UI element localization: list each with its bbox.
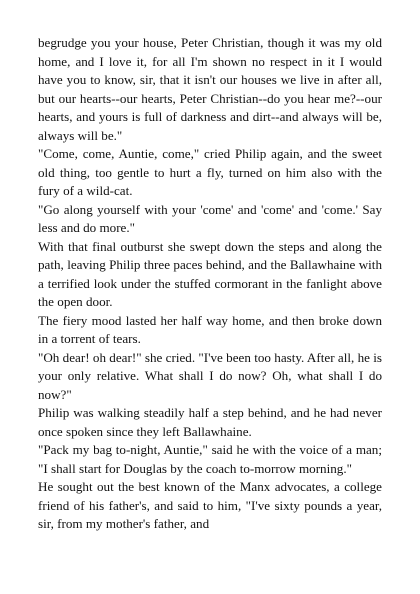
paragraph-4: With that final outburst she swept down the steps and along the path, leaving Philip three paces behind, and the Ballawhaine with a terrified look under the stuffed cormorant in the fanlight above the open door.: [38, 238, 382, 309]
paragraph-2: "Come, come, Auntie, come," cried Philip again, and the sweet old thing, too gentle to hurt a fly, turned on him also with the fury of a wild-cat.: [38, 146, 382, 198]
paragraph-9: He sought out the best known of the Manx advocates, a college friend of his father's, and said to him, "I've sixty pounds a year, sir, from my mother's father, and: [38, 479, 382, 531]
page-text: [38, 34, 382, 534]
paragraph-5: The fiery mood lasted her half way home, and then broke down in a torrent of tears.: [38, 312, 382, 346]
paragraph-1: begrudge you your house, Peter Christian, though it was my old home, and I love it, for all I'm shown no respect in it I would have you to know, sir, that it isn't our houses we live in after all, but our hearts--our hearts, Peter Christian--do you hear me?--our hearts, and yours is full of darkness and dirt--and always will be, always will be.": [38, 35, 382, 143]
paragraph-3: "Go along yourself with your 'come' and 'come' and 'come.' Say less and do more.": [38, 201, 382, 235]
paragraph-7: Philip was walking steadily half a step behind, and he had never once spoken since they left Ballawhaine.: [38, 405, 382, 439]
paragraph-8: "Pack my bag to-night, Auntie," said he with the voice of a man; "I shall start for Douglas by the coach to-morrow morning.": [38, 442, 382, 476]
paragraph-6: "Oh dear! oh dear!" she cried. "I've been too hasty. After all, he is your only relative. What shall I do now? Oh, what shall I do now?": [38, 349, 382, 402]
